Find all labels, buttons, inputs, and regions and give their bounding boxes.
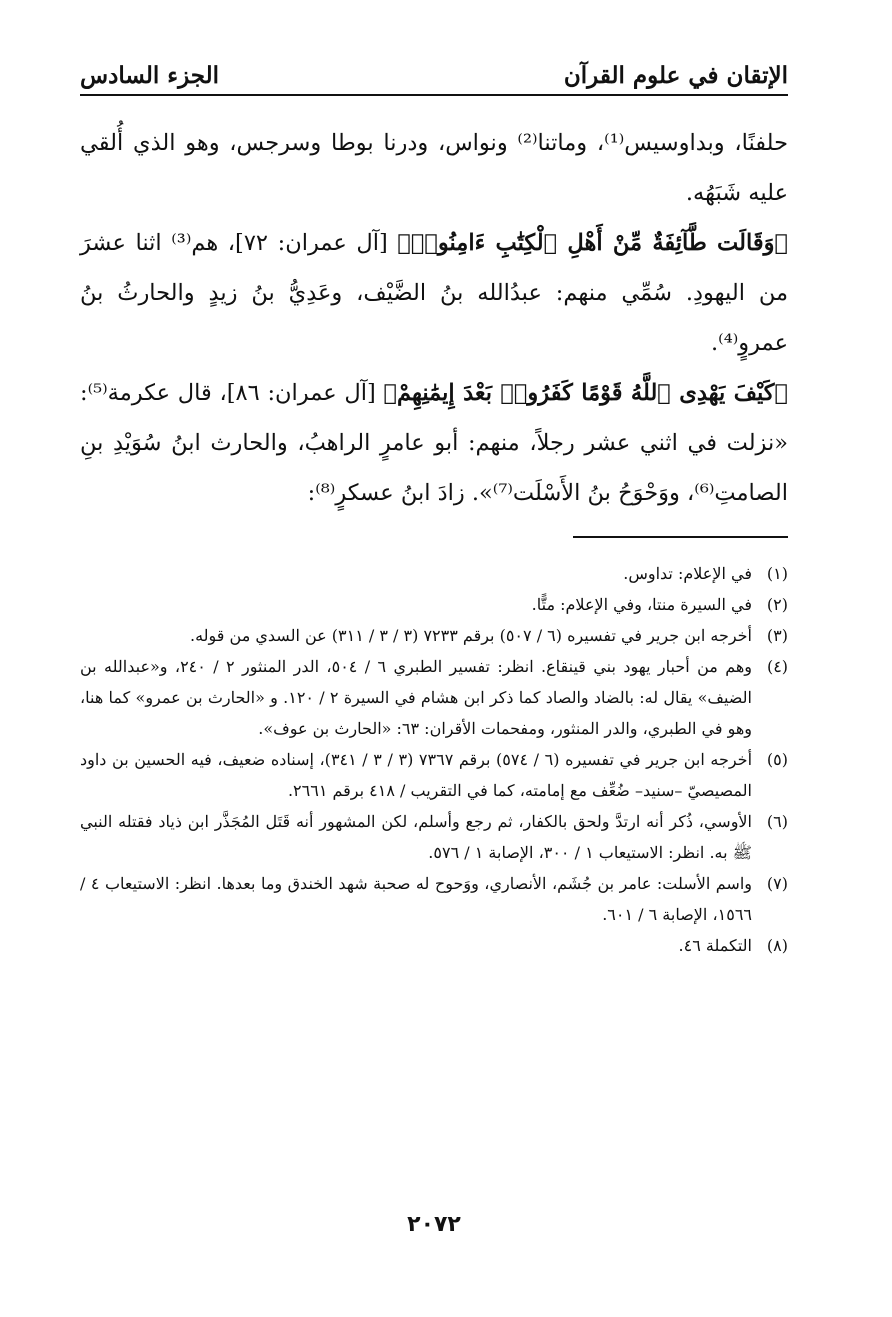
footnote	[80, 589, 788, 620]
paragraph-1: حلفنًا، وبداوسيس⁽¹⁾، وماتنا⁽²⁾ ونواس، ودرنا بوطا وسرجس، وهو الذي أُلقي عليه شَبَهُه.	[80, 130, 788, 206]
footnote-number: (٣)	[766, 626, 788, 645]
footnote-number: (١)	[766, 564, 788, 583]
book-title: الإتقان في علوم القرآن	[563, 62, 788, 89]
footnote	[80, 558, 788, 589]
footnote	[80, 651, 788, 744]
footnote-text: أخرجه ابن جرير في تفسيره (٦ / ٥٠٧) برقم ٧٢٣٣ (٣ / ٣ / ٣١١) عن السدي من قوله.	[190, 626, 752, 645]
paragraph-2	[80, 218, 788, 368]
footnote-number: (٤)	[766, 657, 789, 676]
quran-verse: ﴿كَيْفَ يَهْدِى ٱللَّهُ قَوْمًا كَفَرُوا۟ بَعْدَ إِيمَٰنِهِمْ﴾	[383, 380, 788, 406]
main-text	[80, 118, 788, 518]
running-header	[80, 50, 788, 96]
footnote-text: واسم الأسلت: عامر بن جُشَم، الأنصاري، ووَحوح له صحبة شهد الخندق وما بعدها. انظر: الاستيعاب ٤ / ١٥٦٦، الإصابة ٦ / ٦٠١.	[80, 874, 752, 924]
footnote-text: أخرجه ابن جرير في تفسيره (٦ / ٥٧٤) برقم ٧٣٦٧ (٣ / ٣ / ٣٤١)، إسناده ضعيف، فيه الحسين بن داود المصيصيّ –سنيد– ضُعِّف مع إمامته، كما في التقريب / ٤١٨ برقم ٢٦٦١.	[80, 750, 753, 800]
footnote-number: (٥)	[766, 750, 789, 769]
footnote-number: (٦)	[766, 812, 788, 831]
footnote-number: (٢)	[766, 595, 788, 614]
paragraph-text: [آل عمران: ٧٢]، هم⁽³⁾ اثنا عشرَ من اليهودِ. سُمِّي منهم: عبدُالله بنُ الضَّيْف، وعَدِيُّ بنُ زيدٍ والحارثُ بنُ عمروٍ⁽⁴⁾.	[80, 230, 788, 356]
paragraph-3	[80, 368, 788, 518]
footnote-text: وهم من أحبار يهود بني قينقاع. انظر: تفسير الطبري ٦ / ٥٠٤، الدر المنثور ٢ / ٢٤٠، و«عبدالله بن الضيف» يقال له: بالضاد والصاد كما ذكر ابن هشام في السيرة ٢ / ١٢٠. و «الحارث بن عمرو» كما هنا، وهو في الطبري، والدر المنثور، ومفحمات الأقران: ٦٣: «الحارث بن عوف».	[80, 657, 753, 738]
footnote	[80, 930, 788, 961]
footnote-number: (٧)	[766, 874, 788, 893]
footnote-number: (٨)	[766, 936, 788, 955]
footnote	[80, 744, 788, 806]
footnote-separator	[573, 536, 788, 538]
footnote-text: في الإعلام: تداوس.	[623, 564, 752, 583]
footnote	[80, 806, 788, 868]
book-page	[80, 40, 788, 1290]
footnote	[80, 868, 788, 930]
footnote	[80, 620, 788, 651]
part-title: الجزء السادس	[80, 62, 219, 89]
quran-verse: ﴿وَقَالَت طَّآئِفَةٌ مِّنْ أَهْلِ ٱلْكِتَٰبِ ءَامِنُوا۟﴾	[397, 230, 788, 256]
footnote-text: في السيرة منتا، وفي الإعلام: متًّا.	[531, 595, 752, 614]
paragraph-text: [آل عمران: ٨٦]، قال عكرمة⁽⁵⁾: «نزلت في اثني عشر رجلاً، منهم: أبو عامرٍ الراهبُ، والحارث ابنُ سُوَيْدِ بنِ الصامتِ⁽⁶⁾، ووَحْوَحُ بنُ الأَسْلَت⁽⁷⁾». زادَ ابنُ عسكرٍ⁽⁸⁾:	[80, 380, 788, 506]
footnote-text: الأوسي، ذُكر أنه ارتدَّ ولحق بالكفار، ثم رجع وأسلم، لكن المشهور أنه قَتَل المُجَذَّر ابن ذياد فقتله النبي ﷺ به. انظر: الاستيعاب ١ / ٣٠٠، الإصابة ١ / ٥٧٦.	[80, 812, 752, 862]
footnote-text: التكملة ٤٦.	[678, 936, 752, 955]
footnotes	[80, 558, 788, 961]
page-number: ٢٠٧٢	[407, 1212, 461, 1237]
